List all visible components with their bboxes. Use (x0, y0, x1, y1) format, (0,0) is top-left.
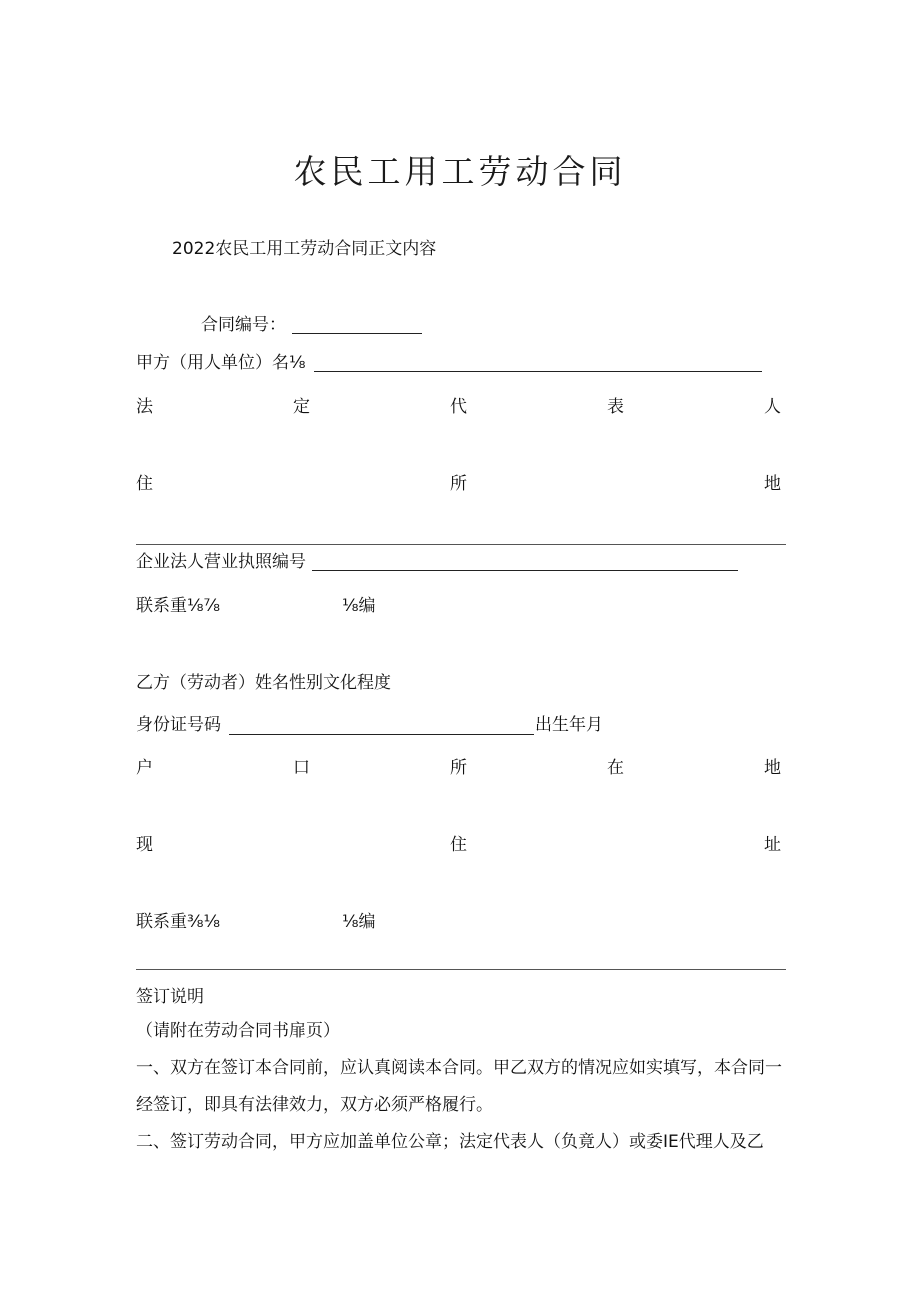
contract-number-label: 合同编号： (201, 315, 286, 335)
residence-char: 住 (136, 474, 153, 494)
legal-rep-char: 代 (450, 397, 467, 417)
business-license-blank[interactable] (312, 570, 738, 571)
paragraph-1-line-2: 经签订，即具有法律效力，双方必须严格履行。 (136, 1095, 493, 1115)
id-number-label: 身份证号码 (136, 715, 221, 735)
current-address-char: 住 (450, 835, 467, 855)
residence-label (136, 473, 781, 495)
residence-char: 地 (764, 474, 781, 494)
section-divider (136, 969, 786, 970)
residence-char: 所 (450, 474, 467, 494)
party-a-postcode-label: ⅛编 (342, 596, 376, 616)
signing-note: （请附在劳动合同书扉页） (136, 1021, 340, 1041)
id-number-blank[interactable] (229, 734, 534, 735)
paragraph-2-line-1: 二、签订劳动合同，甲方应加盖单位公章；法定代表人（负竟人）或委IE代理人及乙 (136, 1132, 764, 1152)
paragraph-1-line-1: 一、双方在签订本合同前，应认真阅读本合同。甲乙双方的情况应如实填写，本合同一 (136, 1058, 782, 1078)
legal-rep-char: 人 (764, 397, 781, 417)
document-subtitle: 2022农民工用工劳动合同正文内容 (172, 239, 437, 259)
household-char: 在 (607, 758, 624, 778)
current-address-char: 现 (136, 835, 153, 855)
contract-number-blank[interactable] (292, 333, 422, 334)
signing-heading: 签订说明 (136, 987, 204, 1007)
household-registration-label (136, 757, 781, 779)
legal-rep-char: 表 (607, 397, 624, 417)
household-char: 地 (764, 758, 781, 778)
legal-rep-char: 法 (136, 397, 153, 417)
business-license-label: 企业法人营业执照编号 (136, 552, 306, 572)
document-title: 农民工用工劳动合同 (293, 152, 627, 191)
legal-rep-char: 定 (293, 397, 310, 417)
section-divider (136, 544, 786, 545)
party-b-label: 乙方（劳动者）姓名性别文化程度 (136, 673, 391, 693)
household-char: 所 (450, 758, 467, 778)
party-a-name-label: 甲方（用人单位）名⅛ (136, 353, 306, 373)
legal-representative-label (136, 396, 781, 418)
current-address-label (136, 834, 781, 856)
party-b-postcode-label: ⅛编 (342, 912, 376, 932)
household-char: 口 (293, 758, 310, 778)
party-b-phone-label: 联系重⅜⅛ (136, 912, 220, 932)
party-a-phone-label: 联系重⅛⅞ (136, 596, 220, 616)
birth-date-label: 出生年月 (535, 715, 603, 735)
party-a-name-blank[interactable] (314, 371, 762, 372)
current-address-char: 址 (764, 835, 781, 855)
household-char: 户 (136, 758, 153, 778)
